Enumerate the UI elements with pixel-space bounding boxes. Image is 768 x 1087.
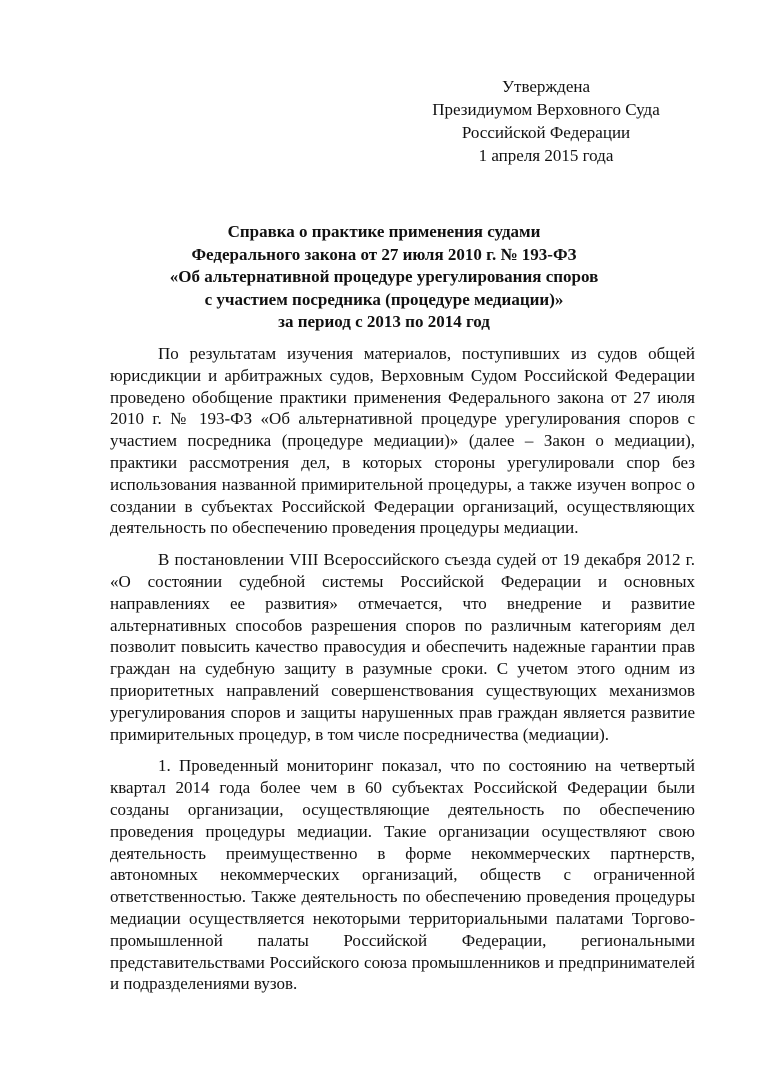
title-line-5: за период с 2013 по 2014 год xyxy=(278,312,490,331)
approval-line-1: Утверждена xyxy=(501,77,591,96)
title-line-1: Справка о практике применения судами xyxy=(227,222,541,241)
title-line-4: с участием посредника (процедуре медиации)» xyxy=(204,289,564,309)
approval-line-2: Президиумом Верховного Суда xyxy=(432,100,660,119)
document-title xyxy=(100,221,668,334)
approval-stamp xyxy=(406,75,686,167)
approval-date: 1 апреля 2015 года xyxy=(478,146,614,165)
paragraph-intro: По результатам изучения материалов, поступивших из судов общей юрисдикции и арбитражных судов, Верховным Судом Российской Федерации проведено обобщение практики применения Федерального закона от 27 июля 2010 г. № 193-ФЗ «Об альтернативной процедуре урегулирования споров с участием посредника (процедуре медиации)» (далее – Закон о медиации), практики рассмотрения дел, в которых стороны урегулировали спор без использования названной примирительной процедуры, а также изучен вопрос о создании в субъектах Российской Федерации организаций, осуществляющих деятельность по обеспечению проведения процедуры медиации. xyxy=(110,344,695,538)
paragraph-congress-resolution: В постановлении VIII Всероссийского съезда судей от 19 декабря 2012 г. «О состоянии судебной системы Российской Федерации и основных направлениях ее развития» отмечается, что внедрение и развитие альтернативных способов разрешения споров по различным категориям дел позволит повысить качество правосудия и обеспечить надежные гарантии прав граждан на судебную защиту в разумные сроки. С учетом этого одним из приоритетных направлений совершенствования существующих механизмов урегулирования споров и защиты нарушенных прав граждан является развитие примирительных процедур, в том числе посредничества (медиации). xyxy=(110,550,695,744)
approval-line-3: Российской Федерации xyxy=(461,123,631,142)
document-body xyxy=(110,343,695,995)
title-line-3: «Об альтернативной процедуре урегулирования споров xyxy=(169,267,599,286)
title-line-2: Федерального закона от 27 июля 2010 г. № 193-ФЗ xyxy=(191,244,577,264)
paragraph-monitoring: 1. Проведенный мониторинг показал, что по состоянию на четвертый квартал 2014 года более чем в 60 субъектах Российской Федерации были созданы организации, осуществляющие деятельность по обеспечению проведения процедуры медиации. Такие организации осуществляют свою деятельность преимущественно в форме некоммерческих партнерств, автономных некоммерческих организаций, обществ с ограниченной ответственностью. Также деятельность по обеспечению проведения процедуры медиации осуществляется некоторыми территориальными палатами Торгово-промышленной палаты Российской Федерации, региональными представительствами Российского союза промышленников и предпринимателей и подразделениями вузов. xyxy=(110,756,695,994)
